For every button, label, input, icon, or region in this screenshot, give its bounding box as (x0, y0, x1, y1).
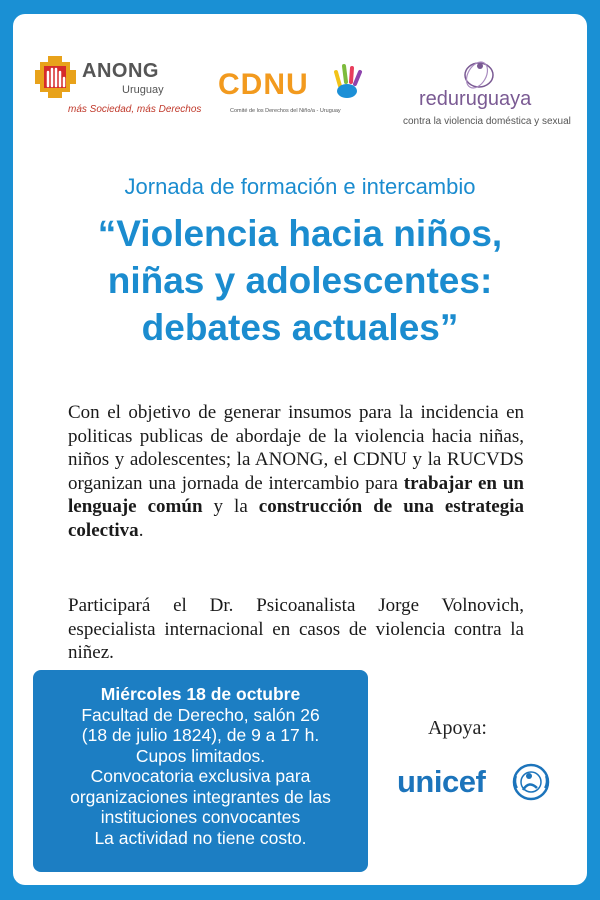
cdnu-logo (218, 68, 368, 128)
paragraph-bold-2: construcción de una estrategia colectiva (68, 496, 524, 541)
event-info-box (33, 670, 368, 872)
paragraph-bold-1: trabajar en un lenguaje común (68, 472, 524, 517)
anong-tagline: más Sociedad, más Derechos (68, 104, 202, 115)
red-name-bold: uruguaya (447, 88, 532, 110)
info-line: Facultad de Derecho, salón 26 (81, 704, 320, 725)
title-line-2: niñas y adolescentes: (107, 260, 493, 301)
unicef-logo (397, 764, 557, 808)
unicef-emblem-icon (511, 762, 551, 802)
event-subtitle: Jornada de formación e intercambio (124, 174, 476, 199)
red-uruguaya-name (419, 88, 531, 111)
info-line: Convocatoria exclusiva para (90, 766, 311, 786)
anong-country: Uruguay (122, 84, 164, 96)
cdnu-subtitle: Comité de los Derechos del Niño/a - Uruguay (230, 108, 341, 114)
paragraph-end: . (138, 519, 144, 541)
apoya-label: Apoya: (428, 717, 487, 739)
description-paragraph (68, 401, 524, 542)
cdnu-hand-icon (330, 60, 370, 100)
speaker-paragraph: Participará el Dr. Psicoanalista Jorge Volnovich, especialista internacional en casos de violencia contra la niñez. (68, 595, 524, 663)
info-line: (18 de julio 1824), de 9 a 17 h. (81, 725, 320, 745)
title-line-1: “Violencia hacia niños, (97, 213, 503, 254)
anong-name: ANONG (82, 60, 159, 82)
paragraph-intro: Con el objetivo de generar insumos para la incidencia en politicas publicas de abordaje de la violencia hacia niñas, niños y adolescentes; la ANONG, el CDNU y la RUCVDS organizan una jornada de intercambio para (68, 402, 524, 494)
red-uruguaya-logo (395, 64, 575, 134)
anong-logo (30, 52, 202, 127)
anong-hand-icon (30, 52, 80, 102)
event-date: Miércoles 18 de octubre (100, 684, 301, 704)
red-uruguaya-subtitle: contra la violencia doméstica y sexual (403, 116, 571, 127)
unicef-name: unicef (397, 764, 486, 799)
cdnu-name: CDNU (218, 68, 309, 101)
title-line-3: debates actuales” (141, 307, 459, 348)
info-line: instituciones convocantes (100, 807, 301, 827)
info-line: La actividad no tiene costo. (94, 827, 307, 848)
paragraph-mid: y la (202, 496, 259, 517)
info-line: Cupos limitados. (135, 745, 266, 766)
red-swirl-icon (459, 58, 499, 92)
red-name-light: red (419, 88, 448, 110)
info-line: organizaciones integrantes de las (70, 786, 331, 807)
event-title (13, 210, 587, 351)
